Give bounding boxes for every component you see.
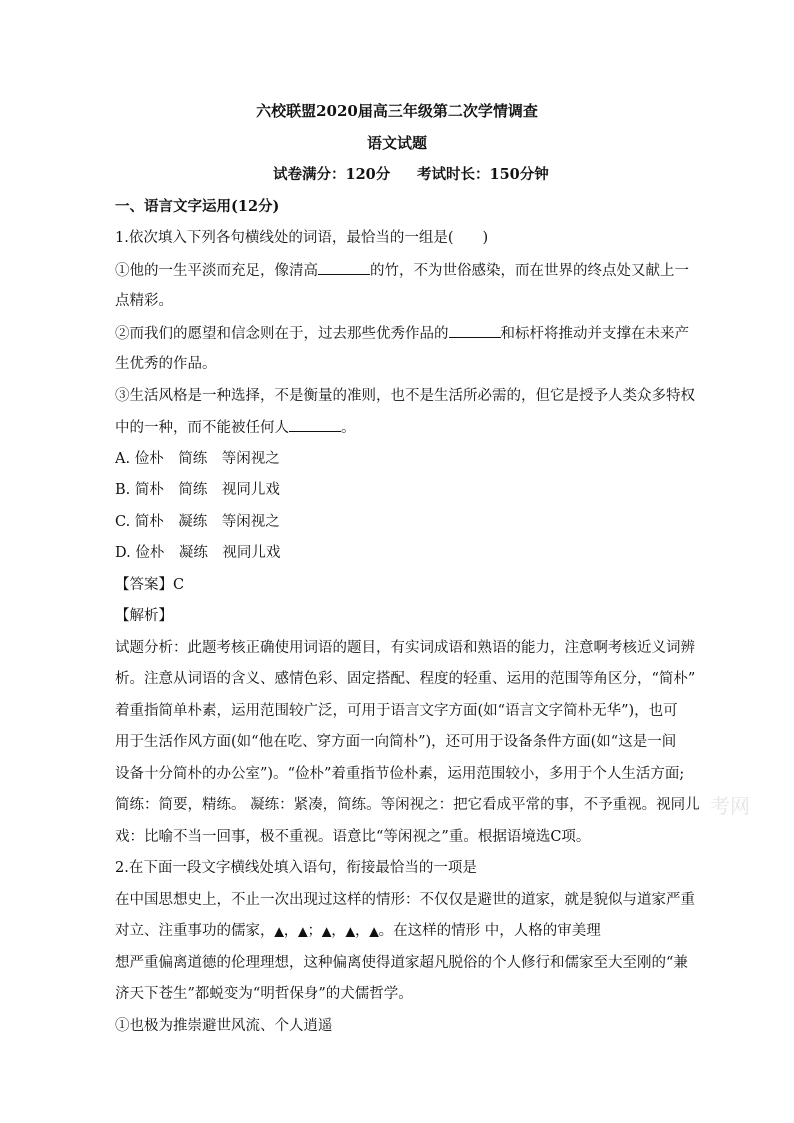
analysis-line: 简练：简要，精练。 凝练：紧凑，简练。等闲视之：把它看成平常的事，不予重视。视同儿 xyxy=(115,797,700,813)
sentence-3-part-b: 中的一种，而不能被任何人 xyxy=(115,420,289,436)
sentence-3-cont xyxy=(115,417,356,438)
choice-item-1: ①也极为推崇避世风流、个人逍遥 xyxy=(115,1018,333,1034)
exam-time: 考试时长：150分钟 xyxy=(417,166,549,183)
analysis-line: 设备十分简朴的办公室”)。“俭朴”着重指节俭朴素，运用范围较小，多用于个人生活方面; xyxy=(115,766,685,782)
passage-line: 想严重偏离道德的伦理理想，这种偏离使得道家超凡脱俗的个人修行和儒家至大至刚的“兼 xyxy=(115,955,688,971)
question-2-stem: 2.在下面一段文字横线处填入语句，衔接最恰当的一项是 xyxy=(115,860,477,876)
blank-marker: ▲ xyxy=(298,924,308,938)
sentence-1-cont: 点精彩。 xyxy=(115,293,173,309)
blank-marker: ▲ xyxy=(345,924,355,938)
passage-text: 。在这样的情形 中，人格的审美理 xyxy=(378,923,601,939)
sentence-2 xyxy=(115,323,689,344)
sentence-1 xyxy=(115,260,689,281)
blank-marker: ▲ xyxy=(321,924,332,938)
option-d: D. 俭朴 凝练 视同儿戏 xyxy=(115,545,281,561)
sentence-2-part-a: ②而我们的愿望和信念则在于，过去那些优秀作品的 xyxy=(115,326,449,342)
analysis-line: 试题分析：此题考核正确使用词语的题目，有实词成语和熟语的能力，注意啊考核近义词辨 xyxy=(115,640,695,656)
analysis-line: 析。注意从词语的含义、感情色彩、固定搭配、程度的轻重、运用的范围等角区分，“简朴” xyxy=(115,671,696,687)
passage-line: 济天下苍生”都蜕变为“明哲保身”的犬儒哲学。 xyxy=(115,986,413,1002)
analysis-line: 用于生活作风方面(如“他在吃、穿方面一向简朴”)，还可用于设备条件方面(如“这是一间 xyxy=(115,734,677,750)
passage-text: ， xyxy=(331,923,346,939)
analysis-line: 着重指简单朴素，运用范围较广泛，可用于语言文字方面(如“语言文字简朴无华”)，也可 xyxy=(115,703,678,719)
option-c: C. 简朴 凝练 等闲视之 xyxy=(115,514,280,530)
sentence-3: ③生活风格是一种选择，不是衡量的准则，也不是生活所必需的，但它是授予人类众多特权 xyxy=(115,388,695,404)
analysis-line: 戏：比喻不当一回事，极不重视。语意比“等闲视之”重。根据语境选C项。 xyxy=(115,829,591,845)
sentence-1-part-b: 的竹，不为世俗感染，而在世界的终点处又献上一 xyxy=(370,263,689,279)
fill-blank xyxy=(449,323,501,338)
exam-subtitle: 语文试题 xyxy=(366,134,427,152)
passage-text: ； xyxy=(307,923,322,939)
passage-text: ， xyxy=(283,923,299,939)
blank-marker: ▲ xyxy=(274,924,284,938)
watermark: 考网 xyxy=(710,794,750,818)
fill-blank xyxy=(289,417,341,432)
question-1-stem: 1.依次填入下列各句横线处的词语，最恰当的一组是( ) xyxy=(115,230,489,246)
sentence-1-part-a: ①他的一生平淡而充足，像清高 xyxy=(115,263,318,279)
option-b: B. 简朴 简练 视同儿戏 xyxy=(115,482,280,498)
blank-marker: ▲ xyxy=(369,924,379,938)
passage-line-blanks xyxy=(115,921,601,941)
passage-text: ， xyxy=(354,923,370,939)
exam-score: 试卷满分：120分 xyxy=(273,166,391,183)
sentence-3-part-c: 。 xyxy=(341,420,356,436)
sentence-2-cont: 生优秀的作品。 xyxy=(115,356,217,372)
analysis-title: 【解析】 xyxy=(115,608,173,624)
section-heading: 一、语言文字运用(12分) xyxy=(115,198,280,215)
answer: 【答案】C xyxy=(115,577,185,593)
option-a: A. 俭朴 简练 等闲视之 xyxy=(115,451,280,467)
passage-text: 对立、注重事功的儒家， xyxy=(115,923,275,939)
exam-title: 六校联盟2020届高三年级第二次学情调查 xyxy=(256,102,538,120)
sentence-2-part-b: 和标杆将推动并支撑在未来产 xyxy=(500,326,689,342)
fill-blank xyxy=(318,260,370,275)
passage-line: 在中国思想史上，不止一次出现过这样的情形：不仅仅是避世的道家，就是貌似与道家严重 xyxy=(115,892,695,908)
